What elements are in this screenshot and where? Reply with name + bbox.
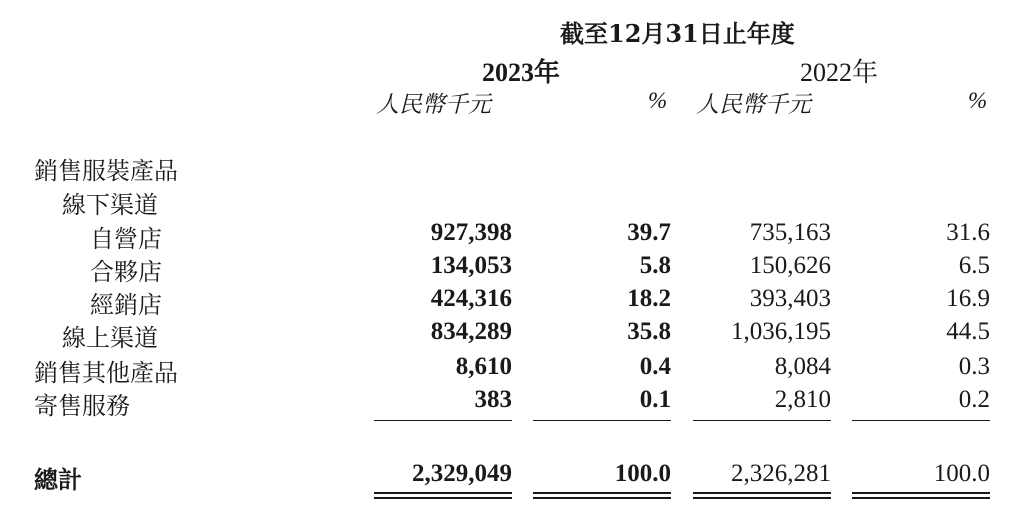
row-label: 線下渠道 (62, 191, 158, 219)
pct-2023: 5.8 (639, 252, 671, 279)
value-2023: 134,053 (430, 252, 512, 279)
total-label: 總計 (34, 465, 82, 494)
total-row (0, 460, 1028, 493)
pct-2022: 6.5 (958, 252, 990, 279)
subtotal-rule (374, 420, 512, 421)
value-2023: 834,289 (430, 318, 512, 345)
row-label: 寄售服務 (34, 392, 130, 420)
table-row (0, 151, 1028, 184)
value-2022: 1,036,195 (731, 318, 831, 345)
pct-2023: 35.8 (627, 318, 671, 345)
pct-2023: 0.4 (639, 353, 671, 380)
pct-2022: 16.9 (946, 285, 990, 312)
subtotal-rule (852, 420, 990, 421)
pct-2022: 44.5 (946, 318, 990, 345)
subtotal-rule (533, 420, 671, 421)
row-label: 經銷店 (90, 291, 162, 319)
year-2022-heading: 2022年 (800, 58, 879, 87)
total-double-rule (693, 492, 831, 499)
total-value-2022: 2,326,281 (731, 460, 831, 487)
value-2022: 393,403 (749, 285, 831, 312)
value-2023: 927,398 (430, 219, 512, 246)
unit-2023-heading: 人民幣千元 (376, 92, 491, 118)
subtotal-rule (693, 420, 831, 421)
pct-2022: 0.3 (958, 353, 990, 380)
pct-2022-heading: % (968, 88, 988, 113)
total-double-rule (533, 492, 671, 499)
value-2022: 150,626 (749, 252, 831, 279)
total-pct-2023: 100.0 (614, 460, 671, 487)
table-row (0, 353, 1028, 386)
table-row (0, 252, 1028, 285)
year-2023-heading: 2023年 (482, 58, 561, 87)
table-row (0, 386, 1028, 419)
total-double-rule (374, 492, 512, 499)
pct-2023-heading: % (648, 88, 668, 113)
total-value-2023: 2,329,049 (412, 460, 512, 487)
total-pct-2022: 100.0 (933, 460, 990, 487)
unit-2022-heading: 人民幣千元 (696, 92, 811, 118)
pct-2023: 39.7 (627, 219, 671, 246)
value-2023: 424,316 (430, 285, 512, 312)
value-2022: 8,084 (774, 353, 831, 380)
pct-2023: 0.1 (639, 386, 671, 413)
table-row (0, 318, 1028, 351)
value-2022: 2,810 (774, 386, 831, 413)
value-2023: 383 (474, 386, 512, 413)
pct-2022: 31.6 (946, 219, 990, 246)
row-label: 合夥店 (90, 258, 162, 286)
table-row (0, 285, 1028, 318)
value-2023: 8,610 (455, 353, 512, 380)
period-heading: 截至12月31日止年度 (560, 19, 795, 48)
row-label: 銷售服裝產品 (34, 157, 178, 185)
table-row (0, 219, 1028, 252)
pct-2023: 18.2 (627, 285, 671, 312)
row-label: 線上渠道 (62, 324, 158, 352)
pct-2022: 0.2 (958, 386, 990, 413)
table-row (0, 185, 1028, 218)
row-label: 銷售其他產品 (34, 359, 178, 387)
row-label: 自營店 (90, 225, 162, 253)
total-double-rule (852, 492, 990, 499)
value-2022: 735,163 (749, 219, 831, 246)
